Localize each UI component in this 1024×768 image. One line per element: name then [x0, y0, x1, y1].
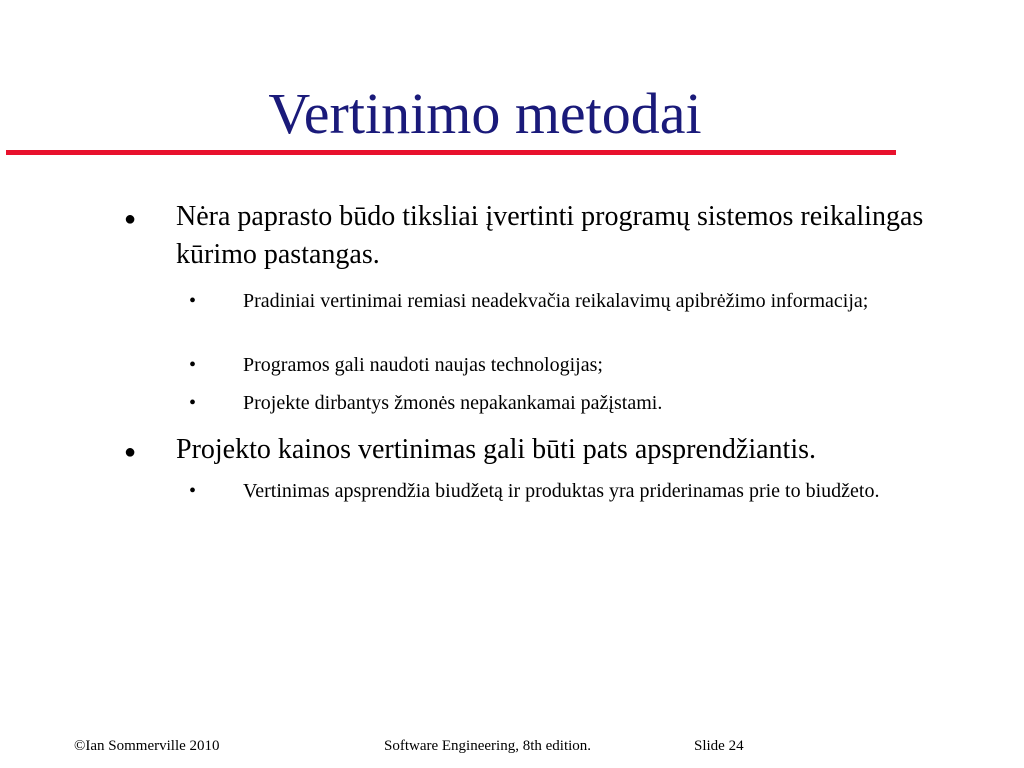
sub-bullet-dot-icon: • [189, 354, 197, 376]
footer-copyright: ©Ian Sommerville 2010 [74, 738, 220, 754]
sub-bullet-dot-icon: • [189, 480, 197, 502]
bullet-dot-icon: ● [124, 441, 137, 463]
sub-bullet-item-1-2: Programos gali naudoti naujas technologijas; [243, 354, 603, 376]
sub-bullet-item-1-3: Projekte dirbantys žmonės nepakankamai pažįstami. [243, 392, 663, 414]
bullet-item-1: Nėra paprasto būdo tiksliai įvertinti programų sistemos reikalingas kūrimo pastangas. [176, 201, 924, 270]
sub-bullet-item-2-1: Vertinimas apsprendžia biudžetą ir produktas yra priderinamas prie to biudžeto. [243, 480, 880, 502]
sub-bullet-item-1-1: Pradiniai vertinimai remiasi neadekvačia reikalavimų apibrėžimo informacija; [243, 290, 869, 312]
footer-book-title: Software Engineering, 8th edition. [384, 738, 592, 754]
sub-bullet-dot-icon: • [189, 392, 197, 414]
sub-bullet-dot-icon: • [189, 290, 197, 312]
bullet-item-2: Projekto kainos vertinimas gali būti pats apsprendžiantis. [176, 434, 816, 465]
slide-title: Vertinimo metodai [268, 81, 702, 146]
bullet-dot-icon: ● [124, 208, 137, 230]
footer-slide-number: Slide 24 [694, 738, 744, 754]
